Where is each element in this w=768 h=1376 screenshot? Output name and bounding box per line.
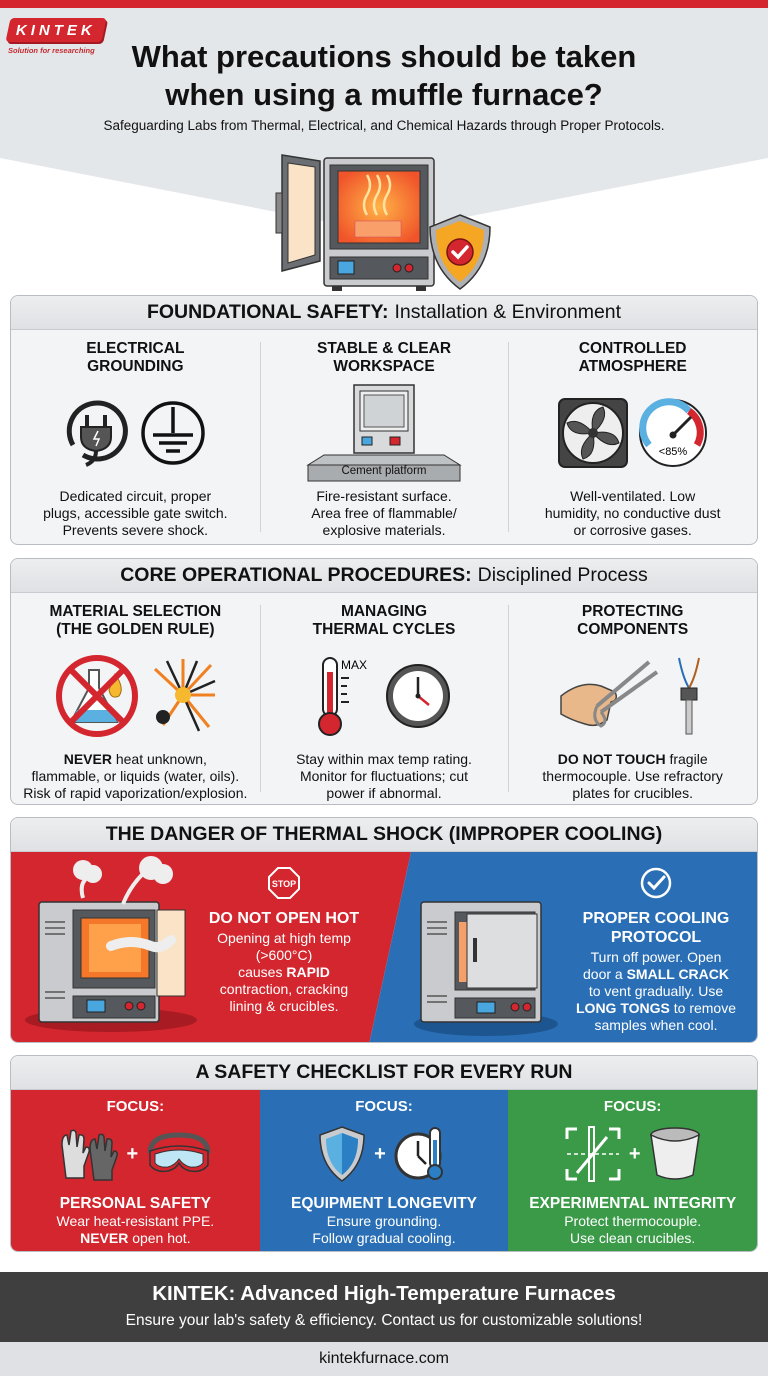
proper-cooling-protocol [566,866,746,1034]
website-link[interactable]: kintekfurnace.com [0,1342,768,1376]
heading-rest: Installation & Environment [394,301,622,323]
card-title: STABLE & CLEAR WORKSPACE [316,340,452,375]
proper-title: PROPER COOLING PROTOCOL [582,910,730,946]
checklist-title: PERSONAL SAFETY [59,1195,211,1212]
card-title: PROTECTING COMPONENTS [577,603,689,638]
heading-rest: Disciplined Process [477,564,648,586]
clock-thermometer-icon [392,1124,452,1184]
shield-icon [316,1124,368,1184]
card-stable-workspace [260,330,509,544]
humidity-gauge-icon [637,397,709,469]
card-title: ELECTRICAL GROUNDING [86,340,185,375]
furnace-shield-illustration [270,153,500,293]
page-subtitle: Safeguarding Labs from Thermal, Electrical, and Chemical Hazards through Proper Protocols. [103,118,665,133]
platform-label: Cement platform [341,465,427,477]
crucible-icon [647,1125,703,1183]
danger-description: Opening at high temp (>600°C) causes RAPID contraction, cracking lining & crucibles. [217,930,351,1014]
page-title [0,38,768,114]
checklist-personal-safety [11,1090,260,1252]
thermometer-max-icon [315,654,375,738]
stop-sign-icon [267,866,301,900]
gauge-label: <85% [658,446,687,458]
goggles-icon [144,1129,214,1179]
card-protecting-components [508,593,757,804]
plus-sign: + [126,1142,139,1165]
safety-checklist-panel [10,1055,758,1252]
stop-sign-label: STOP [271,879,297,889]
focus-label: FOCUS: [106,1098,165,1115]
card-title: CONTROLLED ATMOSPHERE [578,340,687,375]
explosion-icon [149,655,217,737]
card-description: Fire-resistant surface. Area free of flammable/ explosive materials. [311,488,457,538]
top-accent-bar [0,0,768,8]
focus-label: FOCUS: [603,1098,662,1115]
hero-section [0,8,768,293]
operational-procedures-panel [10,558,758,805]
heading-bold: CORE OPERATIONAL PROCEDURES: [120,564,472,586]
title-line-1: What precautions should be taken [131,39,637,74]
card-title: MATERIAL SELECTION (THE GOLDEN RULE) [49,603,222,638]
checklist-heading: A SAFETY CHECKLIST FOR EVERY RUN [11,1056,757,1090]
danger-title: DO NOT OPEN HOT [208,910,360,927]
card-electrical-grounding [11,330,260,544]
thermometer-max-label: MAX [341,658,368,672]
title-line-2: when using a muffle furnace? [165,77,603,112]
operational-heading [11,559,757,593]
footer-heading: KINTEK: Advanced High-Temperature Furnaces [152,1282,616,1305]
check-circle-icon [639,866,673,900]
card-description: Dedicated circuit, proper plugs, accessible gate switch. Prevents severe shock. [43,488,228,538]
checklist-title: EQUIPMENT LONGEVITY [291,1195,478,1212]
thermal-shock-panel [10,817,758,1043]
card-controlled-atmosphere [508,330,757,544]
checklist-description: Protect thermocouple. Use clean crucibles. [564,1213,702,1246]
footer-banner [0,1272,768,1342]
logo-tagline: Solution for researching [8,46,95,55]
foundational-heading [11,296,757,330]
card-thermal-cycles [260,593,509,804]
card-description: Stay within max temp rating. Monitor for fluctuations; cut power if abnormal. [296,751,472,801]
heading-bold: FOUNDATIONAL SAFETY: [146,301,389,323]
focus-label: FOCUS: [355,1098,413,1115]
thermal-shock-heading: THE DANGER OF THERMAL SHOCK (IMPROPER COOLING) [11,818,757,852]
clock-icon [383,661,453,731]
gloves-icon [56,1125,120,1183]
logo-text: KINTEK [16,21,96,39]
danger-do-not-open-hot [199,866,369,1015]
card-material-selection [11,593,260,804]
hand-tongs-icon [557,656,661,736]
fan-icon [557,397,629,469]
foundational-safety-panel [10,295,758,545]
thermocouple-frame-icon [563,1125,623,1183]
card-title: MANAGING THERMAL CYCLES [312,603,456,638]
card-description: Well-ventilated. Low humidity, no conductive dust or corrosive gases. [544,488,721,538]
card-description: NEVER heat unknown, flammable, or liquids (water, oils). Risk of rapid vaporization/explosion. [23,751,248,801]
plus-sign: + [628,1142,641,1165]
checklist-description: Wear heat-resistant PPE. NEVER open hot. [56,1213,215,1246]
plug-icon [63,397,131,469]
card-description: DO NOT TOUCH fragile thermocouple. Use refractory plates for crucibles. [542,751,723,801]
checklist-equipment-longevity [260,1090,509,1252]
checklist-description: Ensure grounding. Follow gradual cooling. [312,1213,456,1246]
footer-tagline: Ensure your lab's safety & efficiency. Contact us for customizable solutions! [125,1312,643,1329]
ground-symbol-icon [139,397,207,469]
thermocouple-icon [669,654,709,738]
checklist-title: EXPERIMENTAL INTEGRITY [529,1195,737,1212]
proper-description: Turn off power. Open door a SMALL CRACK to vent gradually. Use LONG TONGS to remove samples when cool. [576,949,736,1033]
checklist-experimental-integrity [508,1090,757,1252]
no-liquids-icon [53,652,141,740]
plus-sign: + [374,1142,386,1165]
